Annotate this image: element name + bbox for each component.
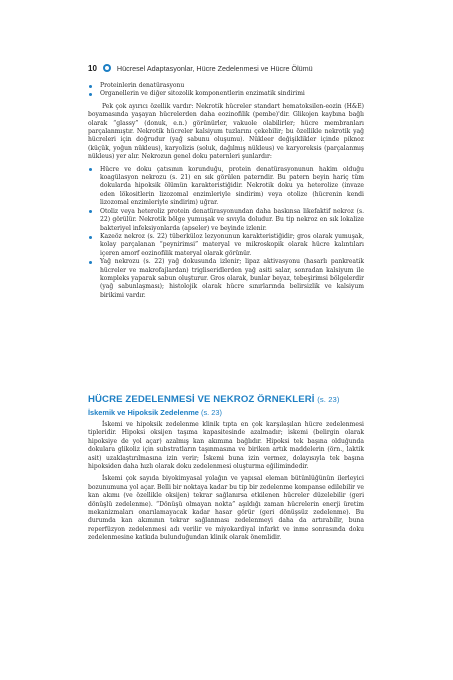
paragraph-ischemia-hypoxia: İskemi ve hipoksik zedelenme klinik tıpta en çok karşılaşılan hücre zedelenmesi tipleridir. Hipoksi oksijen taşıma kapasitesinde azalmadır; iskemi (belirgin olarak hipoksiye de yol açar) azalmış kan akımına bağlıdır. Hipoksi tek başına olduğunda dokulara glikoliz için substratların taşınmasına ve biriken artık maddelerin (örn., laktik asit) uzaklaştırılmasına izin verir; İskemi buna izin vermez, dolayısıyla tek başına hipoksiden daha hızlı olarak doku zedelenmesi oluşturma eğilimindedir. xyxy=(88,421,364,471)
top-bullet-list xyxy=(88,82,364,99)
content-block-1 xyxy=(88,82,364,300)
section-title: HÜCRE ZEDELENMESİ VE NEKROZ ÖRNEKLERİ xyxy=(88,394,315,405)
list-item-text: Kazeöz nekroz (s. 22) tüberküloz lezyonunun karakteristiğidir; gros olarak yumuşak, kolay parçalanan “peynirimsi” materyal ve mikroskopik olarak hücre kalıntıları içeren amorf eozinofilik materyal olarak görünür. xyxy=(100,232,364,257)
list-item xyxy=(88,208,364,233)
pattern-bullet-list xyxy=(88,166,364,301)
list-item xyxy=(88,258,364,300)
blue-dot-icon xyxy=(89,236,92,239)
subsection-ref: (s. 23) xyxy=(200,408,222,417)
section-ref: (s. 23) xyxy=(317,395,340,404)
blue-dot-icon xyxy=(89,261,92,264)
blue-dot-icon xyxy=(89,93,92,96)
paragraph-necrosis-features: Pek çok ayırıcı özellik vardır: Nekrotik hücreler standart hematoksilen-eozin (H&E) boyamasında yaşayan hücrelerden daha eozinofilik (pembe)'dir. Glikojen kaybına bağlı olarak “glassy” (donuk, e.n.) görünürler, vakuole olabilirler; hücre membranları parçalanmıştır. Nekrotik hücreler kalsiyum tuzlarını çekebilir; bu özellikle nekrotik yağ hücreleri için doğrudur (yağ sabunu oluşumu). Nükleer değişiklikler içinde piknoz (küçük, yoğun nükleus), karyolizis (soluk, dağılmış nükleus) ve karyoreksis (parçalanmış nükleus) yer alır. Nekrozun genel doku paternleri şunlardır: xyxy=(88,102,364,161)
chapter-title: Hücresel Adaptasyonlar, Hücre Zedelenmesi ve Hücre Ölümü xyxy=(116,63,313,73)
list-item-text: Organellerin ve diğer sitozolik komponentlerin enzimatik sindirimi xyxy=(100,90,305,98)
blue-dot-icon xyxy=(89,85,92,88)
list-item xyxy=(88,90,364,98)
list-item-text: Hücre ve doku çatısının korunduğu, protein denatürasyonunun hakim olduğu koagülasyon nekrozu (s. 21) en sık görülen paterndir. Bu patern beyin hariç tüm dokularda hipoksik ölümün karakteristiğidir. Nekrotik doku ya heterolize (invaze eden lökositlerin lizozomal enzimleriyle sindirim) veya otolize (hücrenin kendi lizozomal enzimleriyle sindirim) uğrar. xyxy=(100,165,364,207)
list-item-text: Otoliz veya heteroliz protein denatürasyonundan daha baskınsa likefaktif nekroz (s. 22) görülür. Nekrotik bölge yumuşak ve sıvıyla doludur. Bu tip nekroz en sık lokalize bakteriyel infeksiyonlarda (apseler) ve beyinde izlenir. xyxy=(100,207,364,232)
paragraph-reperfusion: İskemi çok sayıda biyokimyasal yolağın ve yapısal eleman bütünlüğünün ilerleyici bozunumuna yol açar. Belli bir noktaya kadar bu tip bir zedelenme kompanse edilebilir ve kan akımı (ve özellikle oksijen) tekrar sağlanırsa etkilenen hücreler düzelebilir (geri dönüşlü zedelenme). “Dönüşü olmayan nokta” aşıldığı zaman hücrelerin enerji üretim mekanizmaları onarılamayacak kadar hasar görür (geri dönüşsüz zedelenme). Bu durumda kan akımının tekrar sağlanması zedelenmeyi daha da artırabilir, buna reperfüzyon zedelenmesi adı verilir ve miyokardiyal infarkt ve inme sonrasında doku zedelenmesine katkıda bulunduğundan klinik olarak önemlidir. xyxy=(88,475,364,542)
list-item-text: Yağ nekrozu (s. 22) yağ dokusunda izlenir; lipaz aktivasyonu (hasarlı pankreatik hücreler ve makrofajlardan) trigliseridlerden yağ asiti salar, sonradan kalsiyum ile kompleks yaparak sabun oluşturur. Gros olarak, bunlar beyaz, tebeşirimsi bölgelerdir (yağ sabunlaşması); histolojik olarak hücre sınırlarında belirsizlik ve kalsiyum birikimi vardır. xyxy=(100,258,364,299)
section-heading xyxy=(88,394,364,405)
subsection-heading xyxy=(88,408,364,417)
list-item xyxy=(88,166,364,208)
list-item xyxy=(88,233,364,258)
running-header xyxy=(88,62,313,74)
list-item-text: Proteinlerin denatürasyonu xyxy=(100,82,185,89)
content-block-2 xyxy=(88,394,364,543)
page-number: 10 xyxy=(88,63,97,73)
list-item xyxy=(88,82,364,90)
subsection-title: İskemik ve Hipoksik Zedelenme xyxy=(88,408,199,417)
blue-dot-icon xyxy=(89,168,92,171)
circle-bullet-icon xyxy=(103,64,111,72)
blue-dot-icon xyxy=(89,210,92,213)
